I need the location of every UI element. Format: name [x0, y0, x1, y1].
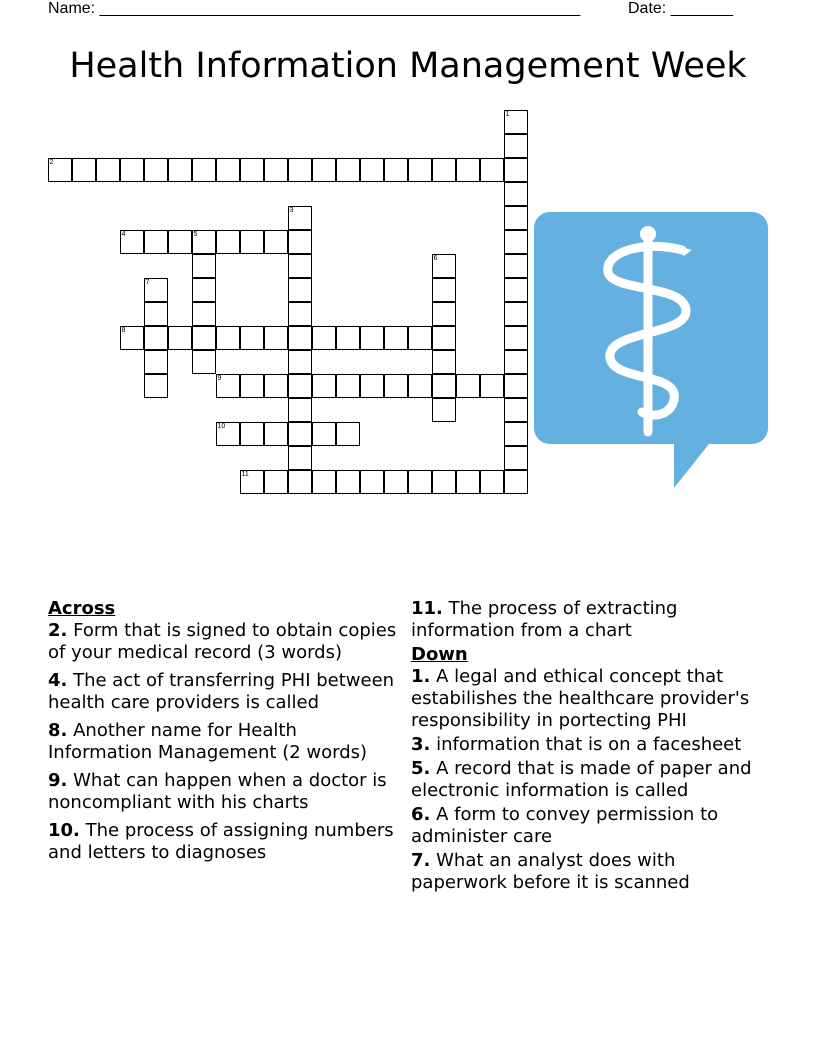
grid-cell[interactable]: [360, 374, 384, 398]
grid-cell[interactable]: [504, 254, 528, 278]
grid-cell[interactable]: [408, 374, 432, 398]
down-clues: [411, 598, 771, 896]
grid-cell[interactable]: [264, 326, 288, 350]
grid-cell[interactable]: [240, 158, 264, 182]
grid-cell[interactable]: [144, 278, 168, 302]
grid-cell[interactable]: [360, 158, 384, 182]
grid-cell[interactable]: [504, 470, 528, 494]
grid-cell[interactable]: [216, 422, 240, 446]
grid-cell[interactable]: [504, 110, 528, 134]
clue-number: 1: [505, 110, 510, 118]
clue-number: 10: [217, 422, 226, 430]
clue-down-5: 5. A record that is made of paper and electronic information is called: [411, 758, 752, 801]
grid-cell[interactable]: [432, 158, 456, 182]
grid-cell[interactable]: [144, 350, 168, 374]
grid-cell[interactable]: [336, 470, 360, 494]
clue-number: 5: [193, 230, 198, 238]
grid-cell[interactable]: [192, 158, 216, 182]
clue-number: 3: [289, 206, 294, 214]
grid-cell[interactable]: [192, 254, 216, 278]
clue-down-1: 1. A legal and ethical concept that estabilishes the healthcare provider's responsibility in portecting PHI: [411, 666, 750, 731]
grid-cell[interactable]: [456, 374, 480, 398]
grid-cell[interactable]: [288, 206, 312, 230]
grid-cell[interactable]: [312, 470, 336, 494]
grid-cell[interactable]: [264, 230, 288, 254]
clue-across-9: 9. What can happen when a doctor is noncompliant with his charts: [48, 770, 387, 813]
grid-cell[interactable]: [168, 158, 192, 182]
grid-cell[interactable]: [288, 398, 312, 422]
grid-cell[interactable]: [216, 158, 240, 182]
grid-cell[interactable]: [168, 326, 192, 350]
clue-down-6: 6. A form to convey permission to administer care: [411, 804, 719, 847]
grid-cell[interactable]: [312, 422, 336, 446]
grid-cell[interactable]: [192, 230, 216, 254]
grid-cell[interactable]: [360, 470, 384, 494]
across-heading: Across: [48, 598, 116, 619]
across-clues: [48, 598, 398, 870]
clue-number: 4: [121, 230, 126, 238]
grid-cell[interactable]: [240, 470, 264, 494]
clue-across-8: 8. Another name for Health Information Management (2 words): [48, 720, 368, 763]
grid-cell[interactable]: [288, 374, 312, 398]
grid-cell[interactable]: [504, 302, 528, 326]
grid-cell[interactable]: [288, 278, 312, 302]
grid-cell[interactable]: [192, 302, 216, 326]
grid-cell[interactable]: [456, 158, 480, 182]
grid-cell[interactable]: [408, 470, 432, 494]
grid-cell[interactable]: [288, 470, 312, 494]
grid-cell[interactable]: [216, 326, 240, 350]
grid-cell[interactable]: [144, 158, 168, 182]
grid-cell[interactable]: [504, 158, 528, 182]
grid-cell[interactable]: [48, 158, 72, 182]
grid-cell[interactable]: [312, 326, 336, 350]
grid-cell[interactable]: [288, 326, 312, 350]
grid-cell[interactable]: [240, 422, 264, 446]
grid-cell[interactable]: [504, 230, 528, 254]
grid-cell[interactable]: [120, 230, 144, 254]
grid-cell[interactable]: [288, 254, 312, 278]
grid-cell[interactable]: [240, 230, 264, 254]
grid-cell[interactable]: [432, 470, 456, 494]
grid-cell[interactable]: [216, 374, 240, 398]
clue-number: 8: [121, 326, 126, 334]
grid-cell[interactable]: [504, 446, 528, 470]
grid-cell[interactable]: [144, 230, 168, 254]
rod-of-asclepius-icon: [534, 212, 768, 488]
clue-number: 2: [49, 158, 54, 166]
grid-cell[interactable]: [216, 230, 240, 254]
grid-cell[interactable]: [144, 302, 168, 326]
grid-cell[interactable]: [336, 326, 360, 350]
grid-cell[interactable]: [288, 230, 312, 254]
grid-cell[interactable]: [336, 422, 360, 446]
grid-cell[interactable]: [72, 158, 96, 182]
clue-down-7: 7. What an analyst does with paperwork before it is scanned: [411, 850, 690, 893]
grid-cell[interactable]: [264, 158, 288, 182]
grid-cell[interactable]: [504, 350, 528, 374]
grid-cell[interactable]: [504, 278, 528, 302]
grid-cell[interactable]: [384, 326, 408, 350]
grid-cell[interactable]: [168, 230, 192, 254]
grid-cell[interactable]: [264, 470, 288, 494]
grid-cell[interactable]: [408, 326, 432, 350]
name-field-label: Name: ______________________________________________________: [48, 0, 581, 17]
grid-cell[interactable]: [456, 470, 480, 494]
grid-cell[interactable]: [432, 374, 456, 398]
grid-cell[interactable]: [384, 158, 408, 182]
clue-number: 9: [217, 374, 222, 382]
clue-number: 6: [433, 254, 438, 262]
clue-down-3: 3. information that is on a facesheet: [411, 734, 742, 755]
grid-cell[interactable]: [288, 350, 312, 374]
grid-cell[interactable]: [504, 206, 528, 230]
grid-cell[interactable]: [288, 446, 312, 470]
grid-cell[interactable]: [120, 158, 144, 182]
date-field-label: Date: _______: [628, 0, 733, 17]
grid-cell[interactable]: [360, 326, 384, 350]
grid-cell[interactable]: [96, 158, 120, 182]
grid-cell[interactable]: [240, 326, 264, 350]
grid-cell[interactable]: [336, 158, 360, 182]
grid-cell[interactable]: [504, 422, 528, 446]
grid-cell[interactable]: [432, 326, 456, 350]
grid-cell[interactable]: [432, 254, 456, 278]
grid-cell[interactable]: [240, 374, 264, 398]
grid-cell[interactable]: [384, 470, 408, 494]
grid-cell[interactable]: [504, 182, 528, 206]
grid-cell[interactable]: [144, 326, 168, 350]
clue-across-2: 2. Form that is signed to obtain copies of your medical record (3 words): [48, 620, 397, 663]
grid-cell[interactable]: [480, 374, 504, 398]
grid-cell[interactable]: [288, 422, 312, 446]
page-title: Health Information Management Week: [69, 46, 747, 86]
clue-across-10: 10. The process of assigning numbers and letters to diagnoses: [48, 820, 394, 863]
grid-cell[interactable]: [312, 374, 336, 398]
grid-cell[interactable]: [288, 158, 312, 182]
grid-cell[interactable]: [264, 374, 288, 398]
grid-cell[interactable]: [144, 374, 168, 398]
grid-cell[interactable]: [264, 422, 288, 446]
grid-cell[interactable]: [384, 374, 408, 398]
grid-cell[interactable]: [432, 350, 456, 374]
grid-cell[interactable]: [504, 134, 528, 158]
grid-cell[interactable]: [480, 158, 504, 182]
grid-cell[interactable]: [480, 470, 504, 494]
grid-cell[interactable]: [192, 278, 216, 302]
grid-cell[interactable]: [408, 158, 432, 182]
grid-cell[interactable]: [120, 326, 144, 350]
grid-cell[interactable]: [504, 374, 528, 398]
grid-cell[interactable]: [504, 398, 528, 422]
grid-cell[interactable]: [432, 302, 456, 326]
grid-cell[interactable]: [288, 302, 312, 326]
clue-number: 7: [145, 278, 150, 286]
grid-cell[interactable]: [504, 326, 528, 350]
grid-cell[interactable]: [432, 278, 456, 302]
grid-cell[interactable]: [192, 350, 216, 374]
grid-cell[interactable]: [432, 398, 456, 422]
grid-cell[interactable]: [192, 326, 216, 350]
clue-number: 11: [241, 470, 249, 478]
clue-across-11: 11. The process of extracting information from a chart: [411, 598, 678, 641]
clue-across-4: 4. The act of transferring PHI between health care providers is called: [48, 670, 395, 713]
grid-cell[interactable]: [336, 374, 360, 398]
grid-cell[interactable]: [312, 158, 336, 182]
down-heading: Down: [411, 644, 468, 665]
